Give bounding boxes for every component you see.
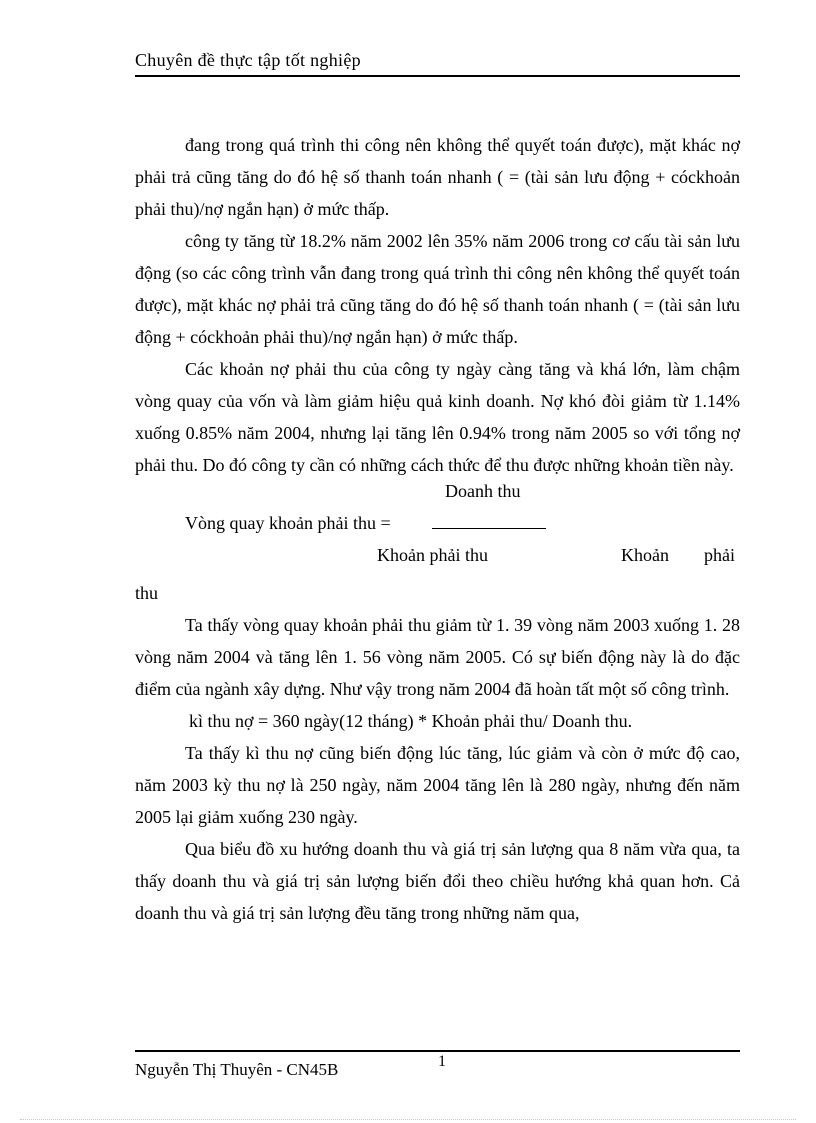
formula-numerator: Doanh thu	[445, 481, 521, 501]
page-number: 1	[438, 1053, 446, 1070]
document-body	[135, 129, 740, 929]
paragraph-6: Qua biểu đồ xu hướng doanh thu và giá trị sản lượng qua 8 năm vừa qua, ta thấy doanh thu và giá trị sản lượng biến đổi theo chiều hướng khả quan hơn. Cả doanh thu và giá trị sản lượng đều tăng trong những năm qua,	[135, 839, 740, 923]
formula-trailing-word-2: phải	[704, 545, 735, 565]
page-footer	[135, 1050, 740, 1079]
header-title: Chuyên đề thực tập tốt nghiệp	[135, 50, 361, 70]
formula-label: Vòng quay khoản phải thu =	[185, 513, 391, 533]
collection-period-formula: kì thu nợ = 360 ngày(12 tháng) * Khoản phải thu/ Doanh thu.	[189, 711, 633, 731]
paragraph-1: đang trong quá trình thi công nên không thể quyết toán được), mặt khác nợ phải trả cũng tăng do đó hệ số thanh toán nhanh ( = (tài sản lưu động + cóckhoản phải thu)/nợ ngắn hạn) ở mức thấp.	[135, 135, 740, 219]
fraction-bar	[432, 528, 546, 529]
formula-trailing-word-1: Khoản	[621, 545, 669, 565]
receivable-turnover-formula	[135, 481, 740, 577]
page-bottom-edge	[20, 1119, 796, 1120]
page-header	[135, 50, 740, 77]
formula-denominator: Khoản phải thu	[377, 545, 488, 565]
footer-author: Nguyễn Thị Thuyên - CN45B	[135, 1060, 339, 1079]
paragraph-4: Ta thấy vòng quay khoản phải thu giảm từ 1. 39 vòng năm 2003 xuống 1. 28 vòng năm 2004 và tăng lên 1. 56 vòng năm 2005. Có sự biến động này là do đặc điểm của ngành xây dựng. Như vậy trong năm 2004 đã hoàn tất một số công trình.	[135, 615, 740, 699]
paragraph-2: công ty tăng từ 18.2% năm 2002 lên 35% năm 2006 trong cơ cấu tài sản lưu động (so các công trình vẫn đang trong quá trình thi công nên không thể quyết toán được), mặt khác nợ phải trả cũng tăng do đó hệ số thanh toán nhanh ( = (tài sản lưu động + cóckhoản phải thu)/nợ ngắn hạn) ở mức thấp.	[135, 231, 740, 347]
paragraph-5: Ta thấy kì thu nợ cũng biến động lúc tăng, lúc giảm và còn ở mức độ cao, năm 2003 kỳ thu nợ là 250 ngày, năm 2004 tăng lên là 280 ngày, nhưng đến năm 2005 lại giảm xuống 230 ngày.	[135, 743, 740, 827]
formula-wrap-word: thu	[135, 583, 159, 603]
paragraph-3: Các khoản nợ phải thu của công ty ngày càng tăng và khá lớn, làm chậm vòng quay của vốn và làm giảm hiệu quả kinh doanh. Nợ khó đòi giảm từ 1.14% xuống 0.85% năm 2004, nhưng lại tăng lên 0.94% trong năm 2005 so với tổng nợ phải thu. Do đó công ty cần có những cách thức để thu được những khoản tiền này.	[135, 359, 740, 475]
